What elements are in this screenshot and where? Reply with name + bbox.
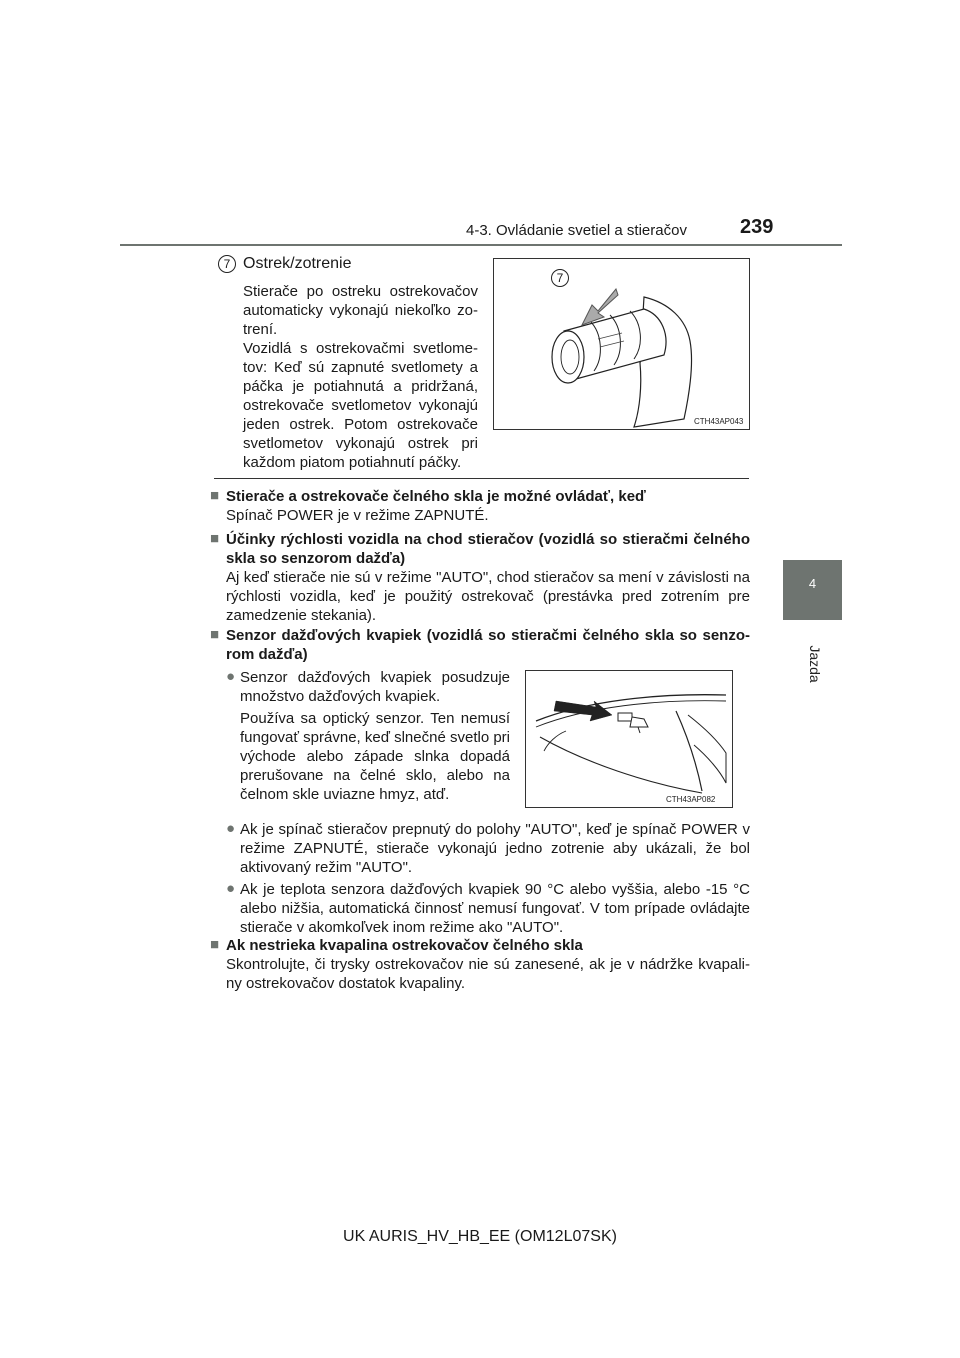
bullet-text: Senzor dažďových kvapiek posudzuje množstvo dažďových kvapiek. [240, 669, 510, 705]
section-marker: ■ [210, 530, 220, 547]
section-divider [214, 478, 749, 479]
section-heading: Stierače a ostrekovače čelného skla je možné ovládať, keď [226, 488, 646, 505]
item-paragraph-2: Vozidlá s ostrekovačmi svetlome-tov: Keď sú zapnuté svetlomety a páčka je potiahnutá a pridržaná, ostrekovače svetlometov vykonajú jeden ostrek. Potom ostrekovače svetlometov vykonajú ostrek pri každom piatom potiahnutí páčky. [243, 340, 478, 471]
figure-code: CTH43AP082 [666, 795, 716, 804]
windshield-illustration [526, 671, 732, 807]
header-rule [120, 244, 842, 246]
section-body: Skontrolujte, či trysky ostrekovačov nie sú zanesené, ak je v nádržke kvapali-ny ostrekovačov dostatok kvapaliny. [226, 956, 750, 992]
bullet-paragraph: Používa sa optický senzor. Ten nemusí fungovať správne, keď slnečné svetlo pri východe alebo západe slnka dopadá prerušovane na čelné sklo, alebo na čelnom skle uviazne hmyz, atď. [240, 710, 510, 803]
item-paragraph-1: Stierače po ostreku ostrekovačov automaticky vykonajú niekoľko zo-trení. [243, 283, 478, 338]
bullet-text: Ak je spínač stieračov prepnutý do polohy "AUTO", keď je spínač POWER v režime ZAPNUTÉ, stierače vykonajú jedno zotrenie aby ukázali, že bol aktivovaný režim "AUTO". [240, 821, 750, 876]
chapter-label: Jazda [807, 645, 823, 683]
section-marker: ■ [210, 936, 220, 953]
section-heading: Účinky rýchlosti vozidla na chod stieračov (vozidlá so stieračmi čelného skla so senzorom dažďa) [226, 531, 750, 567]
bullet-dot: ● [226, 668, 236, 685]
section-heading: Ak nestrieka kvapalina ostrekovačov čelného skla [226, 937, 583, 954]
bullet-dot: ● [226, 820, 236, 837]
lever-figure [493, 258, 750, 430]
section-marker: ■ [210, 626, 220, 643]
item-title: Ostrek/zotrenie [243, 255, 352, 272]
section-heading: Senzor dažďových kvapiek (vozidlá so stieračmi čelného skla so senzo-rom dažďa) [226, 627, 750, 663]
lever-illustration [494, 259, 749, 429]
section-body: Spínač POWER je v režime ZAPNUTÉ. [226, 507, 489, 524]
item-number-badge: 7 [218, 255, 236, 273]
page-number: 239 [740, 216, 774, 238]
section-body: Aj keď stierače nie sú v režime "AUTO", chod stieračov sa mení v závislosti na rýchlosti vozidla, keď je použitý ostrekovač (prestávka pred zotrením pre zamedzenie stekania). [226, 569, 750, 624]
figure-code: CTH43AP043 [694, 417, 744, 426]
footer-model-code: UK AURIS_HV_HB_EE (OM12L07SK) [343, 1228, 617, 1245]
figure-callout-badge: 7 [551, 269, 569, 287]
windshield-figure [525, 670, 733, 808]
bullet-text: Ak je teplota senzora dažďových kvapiek 90 °C alebo vyššia, alebo -15 °C alebo nižšia, automatická činnosť nemusí fungovať. V tom prípade ovládajte stierače v akomkoľvek inom režime ako "AUTO". [240, 881, 750, 936]
chapter-number: 4 [808, 576, 817, 591]
section-marker: ■ [210, 487, 220, 504]
bullet-dot: ● [226, 880, 236, 897]
section-title: 4-3. Ovládanie svetiel a stieračov [466, 222, 687, 239]
